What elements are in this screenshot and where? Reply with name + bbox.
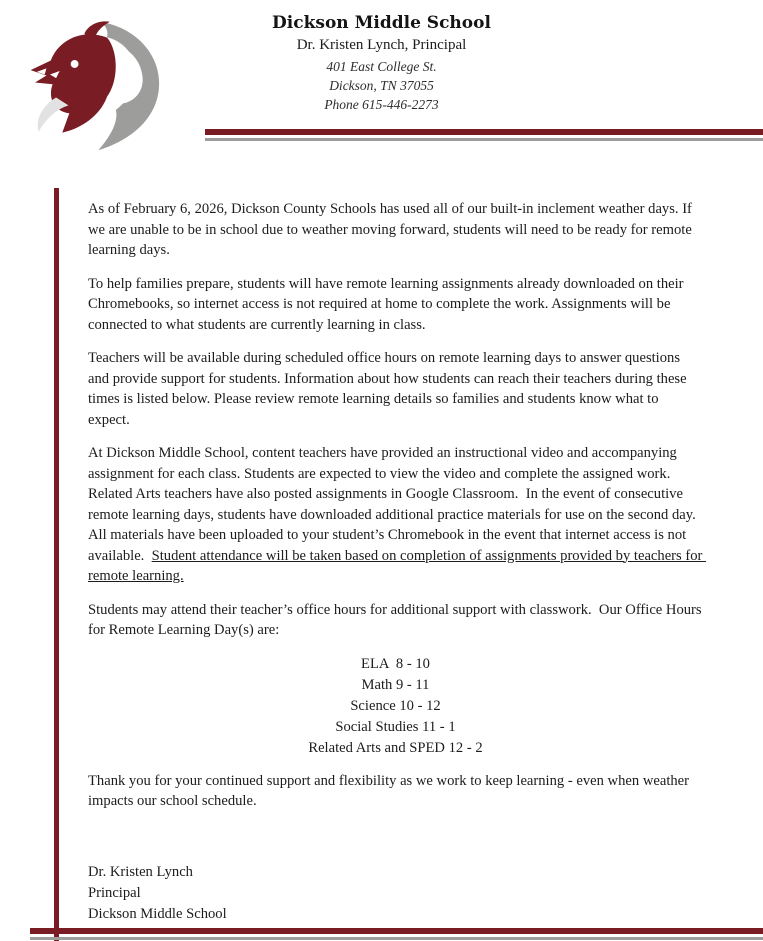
header-gray-rule — [205, 138, 763, 141]
signature-school: Dickson Middle School — [88, 905, 227, 922]
paragraph-families-prepare: To help families prepare, students will have remote learning assignments already downloaded on their Chromebooks, so internet access is not required at home to complete the work. Assignments will be connected to what students are currently learning in class. — [88, 275, 688, 333]
letter-body — [0, 141, 763, 925]
address-line-2: Dickson, TN 37055 — [329, 78, 434, 93]
office-hours-social-studies: Social Studies 11 - 1 — [335, 718, 456, 735]
footer-gray-rule — [30, 937, 763, 940]
office-hours-math: Math 9 - 11 — [361, 676, 430, 693]
address-line-1: 401 East College St. — [326, 59, 437, 74]
paragraph-office-hours-intro: Students may attend their teacher’s office hours for additional support with classwork. Our Office Hours for Remote Learning Day(s) are: — [88, 601, 706, 638]
attendance-underlined-text: Student attendance will be taken based on completion of assignments provided by teachers for remote learning. — [88, 547, 707, 584]
left-accent-bar — [54, 188, 59, 941]
paragraph-attendance — [88, 443, 707, 587]
footer-divider — [30, 928, 763, 940]
office-hours-related-arts-sped: Related Arts and SPED 12 - 2 — [308, 739, 483, 756]
principal-line: Dr. Kristen Lynch, Principal — [296, 37, 467, 53]
office-hours-list — [88, 654, 703, 759]
attendance-text: At Dickson Middle School, content teachers have provided an instructional video and accompanying assignment for each class. Students are expected to view the video and complete the assigned work. Related Arts teachers have also posted assignments in Google Classroom. In the event of consecutive remote learning days, students have downloaded additional practice materials for use on the second day. All materials have been uploaded to your student’s Chromebook in the event that internet access is not available. — [88, 445, 703, 564]
signature-name: Dr. Kristen Lynch — [88, 863, 193, 880]
phone-line: Phone 615-446-2273 — [324, 97, 439, 112]
paragraph-inclement-weather: As of February 6, 2026, Dickson County Schools has used all of our built-in inclement weather days. If we are unable to be in school due to weather moving forward, students will need to be ready for remote learning days. — [88, 201, 696, 258]
office-hours-ela: ELA 8 - 10 — [361, 655, 430, 672]
dragon-logo-graphic — [26, 20, 176, 152]
paragraph-teacher-availability: Teachers will be available during scheduled office hours on remote learning days to answer questions and provide support for students. Information about how students can reach their teachers during these times is listed below. Please review remote learning details so families and students know what to expect. — [88, 350, 691, 428]
header-divider — [205, 129, 763, 141]
school-name: Dickson Middle School — [272, 13, 491, 33]
letterhead — [0, 0, 763, 141]
signature-title: Principal — [88, 884, 141, 901]
footer-maroon-rule — [30, 928, 763, 934]
signature-block — [88, 862, 703, 925]
header-maroon-rule — [205, 129, 763, 135]
office-hours-science: Science 10 - 12 — [350, 697, 441, 714]
dragon-logo — [26, 20, 176, 152]
paragraph-thanks: Thank you for your continued support and flexibility as we work to keep learning - even when weather impacts our school schedule. — [88, 772, 693, 809]
